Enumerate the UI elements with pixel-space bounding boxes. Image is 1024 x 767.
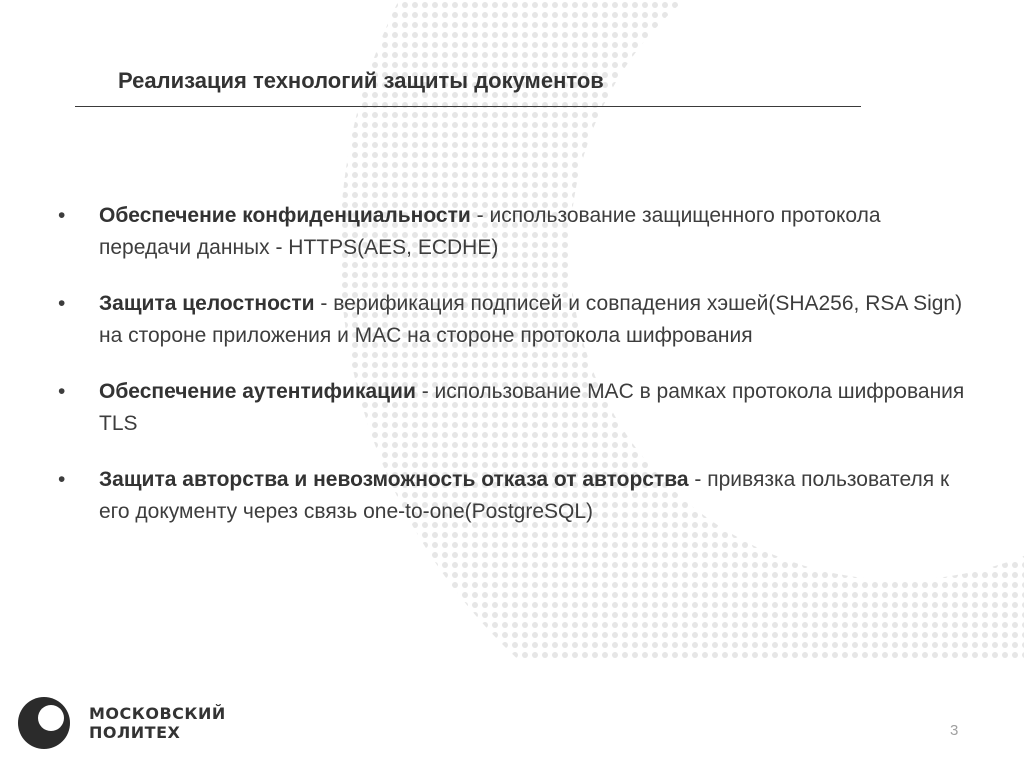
bullet-marker: • <box>58 380 66 403</box>
bullet-marker: • <box>58 204 66 227</box>
page-number: 3 <box>950 722 959 739</box>
bullet-text: - верификация подписей и совпадения хэшей(SHA256, RSA Sign) на стороне приложения и MAC на стороне протокола шифрования <box>99 292 963 347</box>
bullet-heading: Защита авторства и невозможность отказа от авторства <box>99 468 689 491</box>
moscow-polytech-logo <box>18 694 248 754</box>
polytech-ring-logo-icon <box>18 697 70 749</box>
logo-line-1: МОСКОВСКИЙ <box>89 704 226 723</box>
bullet-item <box>56 288 966 352</box>
bullet-marker: • <box>58 468 66 491</box>
title-divider <box>75 106 861 107</box>
bullet-text: - использование MAC в рамках протокола шифрования TLS <box>99 380 965 435</box>
bullet-list <box>56 200 966 552</box>
bullet-marker: • <box>58 292 66 315</box>
logo-wordmark <box>89 704 226 742</box>
bullet-item <box>56 200 966 264</box>
bullet-text: - использование защищенного протокола передачи данных - HTTPS(AES, ECDHE) <box>99 204 881 259</box>
bullet-item <box>56 376 966 440</box>
bullet-text: - привязка пользователя к его документу через связь one-to-one(PostgreSQL) <box>99 468 950 523</box>
bullet-heading: Обеспечение аутентификации <box>99 380 416 403</box>
slide-title: Реализация технологий защиты документов <box>118 68 604 93</box>
bullet-item <box>56 464 966 528</box>
logo-line-2: ПОЛИТЕХ <box>89 723 181 742</box>
bullet-heading: Обеспечение конфиденциальности <box>99 204 471 227</box>
bullet-heading: Защита целостности <box>99 292 315 315</box>
